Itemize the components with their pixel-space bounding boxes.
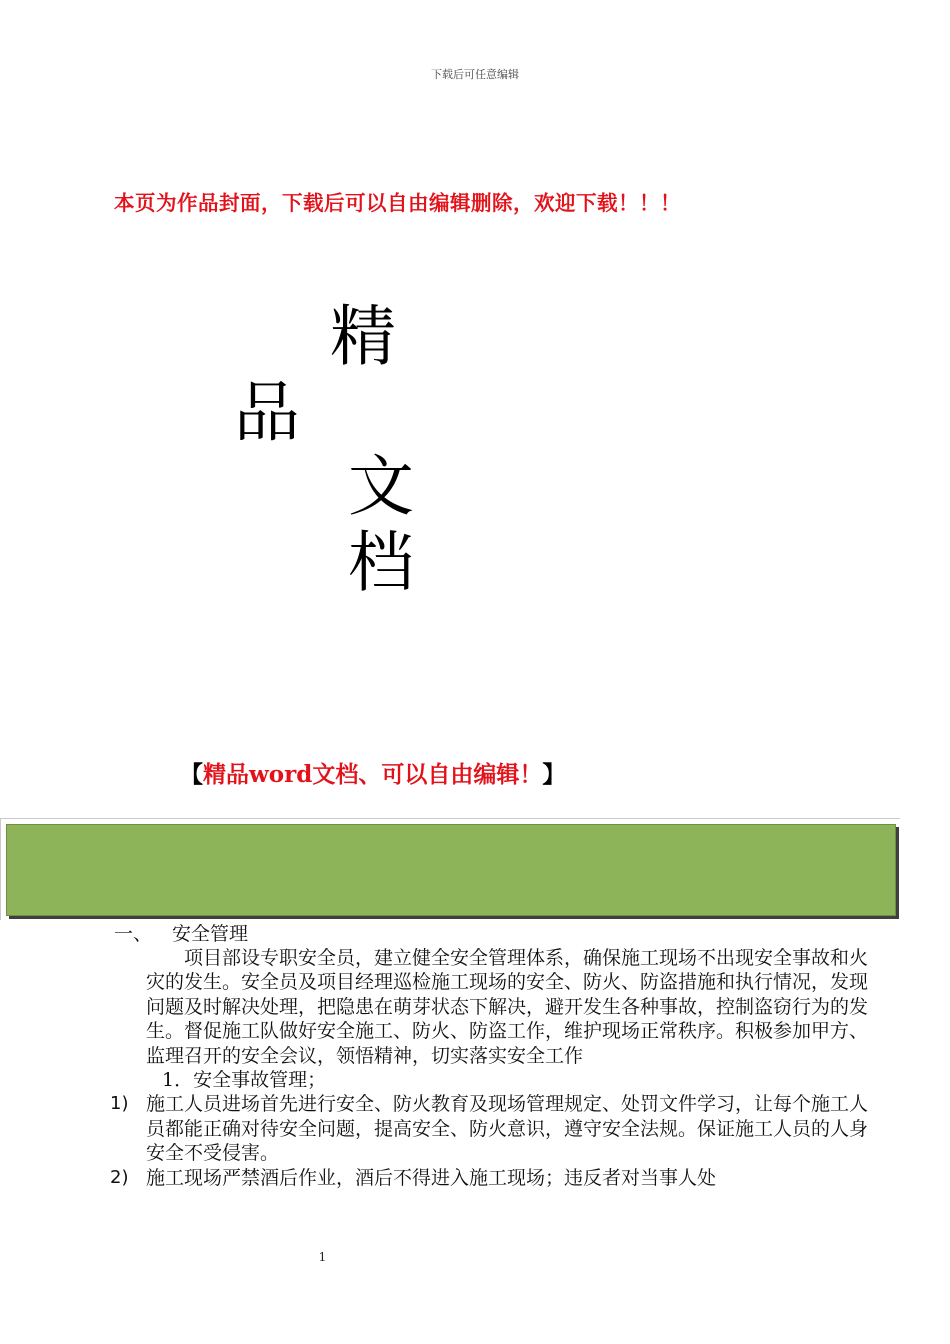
page-header: 下载后可任意编辑 — [431, 68, 519, 81]
title-char-wen: 文 — [348, 448, 414, 525]
tagline-close-bracket: 】 — [542, 761, 566, 788]
list-item-text: 施工人员进场首先进行安全、防火教育及现场管理规定、处罚文件学习，让每个施工人员都能正确对待安全问题，提高安全、防火意识，遵守安全法规。保证施工人员的人身安全不受侵害。 — [146, 1093, 869, 1165]
tagline-open-bracket: 【 — [180, 761, 203, 788]
section-title: 安全管理 — [172, 923, 249, 945]
green-banner — [6, 824, 896, 916]
tagline — [180, 756, 780, 789]
section-number: 一、 — [114, 923, 153, 945]
page-number: 1 — [318, 1250, 327, 1264]
cover-notice: 本页为作品封面，下载后可以自由编辑删除，欢迎下载！！！ — [114, 191, 681, 215]
list-item-number: 1) — [110, 1093, 129, 1115]
title-char-jing: 精 — [330, 298, 396, 375]
tagline-text: 精品word文档、可以自由编辑！ — [203, 761, 543, 788]
list-item — [110, 1092, 870, 1165]
list-item-text: 施工现场严禁酒后作业，酒后不得进入施工现场；违反者对当事人处 — [146, 1166, 717, 1189]
subheading: 1．安全事故管理； — [162, 1069, 327, 1092]
section-heading — [110, 922, 870, 946]
title-char-dang: 档 — [348, 524, 414, 601]
list-item-number: 2) — [110, 1166, 129, 1188]
document-body — [110, 922, 870, 1190]
section-paragraph: 项目部设专职安全员，建立健全安全管理体系，确保施工现场不出现安全事故和火灾的发生。安全员及项目经理巡检施工现场的安全、防火、防盗措施和执行情况，发现问题及时解决处理，把隐患在萌芽状态下解决，避开发生各种事故，控制盗窃行为的发生。督促施工队做好安全施工、防火、防盗工作，维护现场正常秩序。积极参加甲方、监理召开的安全会议，领悟精神，切实落实安全工作 — [146, 947, 869, 1067]
list-item — [110, 1166, 870, 1190]
title-char-pin: 品 — [234, 374, 300, 451]
